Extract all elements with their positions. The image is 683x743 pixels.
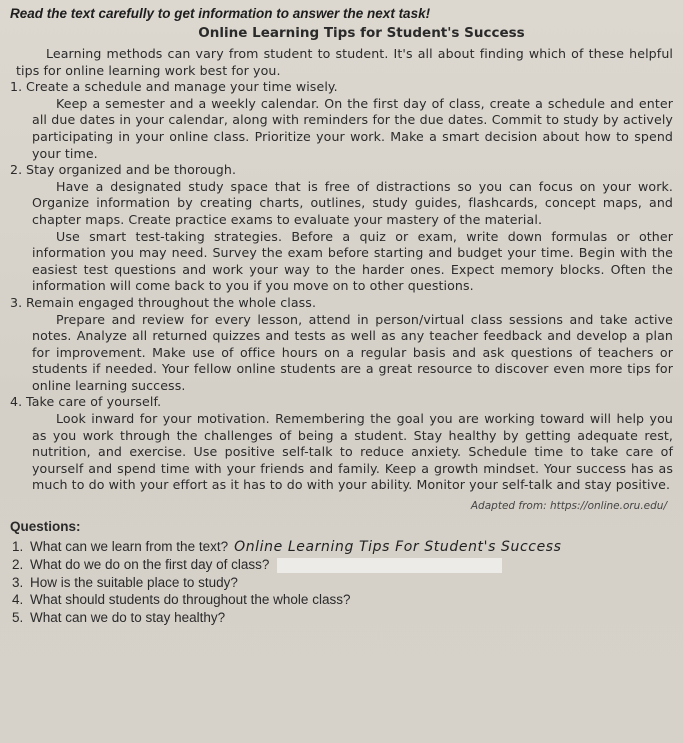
tip-heading-text: Remain engaged throughout the whole class. xyxy=(26,294,317,310)
questions-section xyxy=(10,518,673,626)
instruction-text: Read the text carefully to get information to answer the next task! xyxy=(10,6,431,21)
tip-3 xyxy=(10,295,673,395)
tip-paragraph: Have a designated study space that is free of distractions so you can focus on your work. Organize information by creating charts, outlines, study guides, flashcards, concept maps, and chapter maps. Create practice exams to evaluate your mastery of the material. xyxy=(32,178,673,227)
tip-heading xyxy=(10,295,673,312)
question-text: How is the suitable place to study? xyxy=(30,574,238,590)
handwritten-answer: Online Learning Tips For Student's Success xyxy=(234,538,562,555)
question-item xyxy=(12,574,673,592)
questions-heading: Questions: xyxy=(10,519,81,535)
article-title: Online Learning Tips for Student's Success xyxy=(198,25,525,41)
question-number: 4. xyxy=(12,592,24,608)
tip-paragraph: Use smart test-taking strategies. Before a quiz or exam, write down formulas or other information you may need. Survey the exam before starting and budget your time. Begin with the easiest test questions and work your way to the harder ones. Expect memory blocks. Often the information will come back to you if you move on to other questions. xyxy=(32,228,673,294)
tip-heading-text: Create a schedule and manage your time wisely. xyxy=(26,79,338,95)
question-text: What do we do on the first day of class? xyxy=(30,557,270,573)
tip-number: 1. xyxy=(10,79,23,95)
tip-1 xyxy=(10,79,673,162)
tip-2 xyxy=(10,162,673,295)
question-text: What can we do to stay healthy? xyxy=(30,609,226,625)
question-text: What should students do throughout the whole class? xyxy=(30,592,351,608)
tip-number: 4. xyxy=(10,394,23,410)
source-citation: Adapted from: https://online.oru.edu/ xyxy=(470,500,667,513)
question-number: 3. xyxy=(12,574,24,590)
tip-paragraph: Look inward for your motivation. Remembering the goal you are working toward will help you as you work through the challenges of being a student. Stay healthy by getting adequate rest, nutrition, and exercise. Use positive self-talk to reduce anxiety. Schedule time to take care of yourself and spend time with your friends and family. Keep a growth mindset. Your success has as much to do with your effort as it has to do with your ability. Monitor your self-talk and stay positive. xyxy=(32,411,673,493)
tip-number: 2. xyxy=(10,162,23,178)
question-item xyxy=(12,591,673,609)
question-text: What can we learn from the text? xyxy=(30,538,229,554)
tip-paragraph: Keep a semester and a weekly calendar. On the first day of class, create a schedule and enter all due dates in your calendar, along with reminders for the due dates. Commit to study by actively participating in your online class. Prioritize your work. Make a smart decision about how to spend your time. xyxy=(32,95,673,161)
question-number: 1. xyxy=(12,538,24,554)
tip-heading xyxy=(10,79,673,96)
question-item xyxy=(12,556,673,574)
intro-paragraph: Learning methods can vary from student to student. It's all about finding which of these helpful tips for online learning work best for you. xyxy=(16,46,673,78)
question-item xyxy=(12,609,673,627)
tip-heading-text: Stay organized and be thorough. xyxy=(26,162,237,178)
tip-number: 3. xyxy=(10,294,23,310)
tip-heading xyxy=(10,162,673,179)
tip-heading-text: Take care of yourself. xyxy=(26,394,162,410)
tip-4 xyxy=(10,394,673,494)
question-number: 2. xyxy=(12,557,24,573)
tip-heading xyxy=(10,394,673,411)
tip-paragraph: Prepare and review for every lesson, attend in person/virtual class sessions and take active notes. Analyze all returned quizzes and tests as well as any teacher feedback and develop a plan for improvement. Make use of office hours on a regular basis and ask questions of teachers or students if needed. Your fellow online students are a great resource to discover even more tips for online learning success. xyxy=(32,311,673,393)
article-body xyxy=(10,46,673,494)
question-item xyxy=(12,538,673,557)
answer-blank xyxy=(277,558,502,573)
question-number: 5. xyxy=(12,609,24,625)
